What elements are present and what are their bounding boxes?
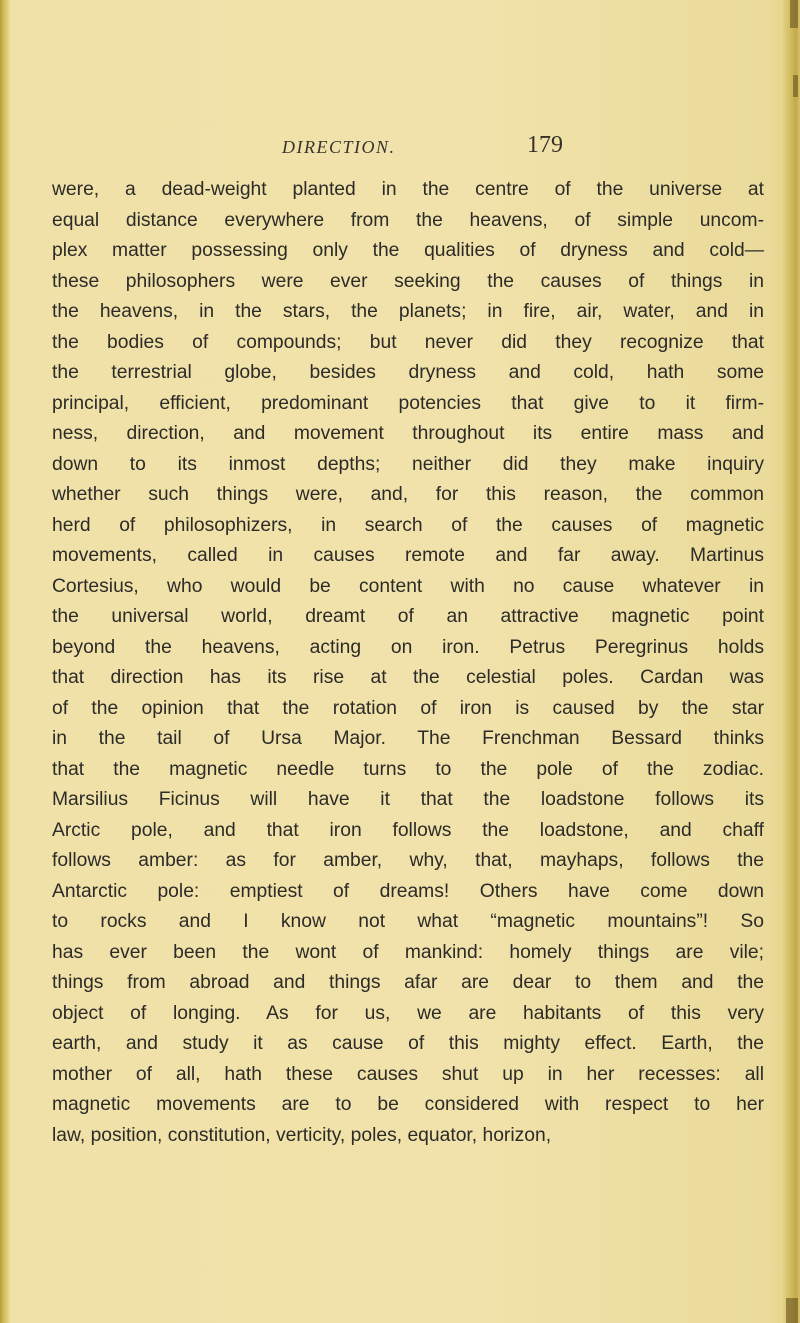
text-line: follows amber: as for amber, why, that, mayhaps, follows the: [52, 850, 764, 871]
text-line: things from abroad and things afar are dear to them and the: [52, 972, 764, 993]
text-line: down to its inmost depths; neither did they make inquiry: [52, 453, 764, 475]
text-line: the universal world, dreamt of an attractive magnetic point: [52, 606, 764, 627]
text-line: magnetic movements are to be considered with respect to her: [52, 1094, 764, 1115]
text-line: plex matter possessing only the qualities of dryness and cold—: [52, 240, 764, 261]
text-line: equal distance everywhere from the heavens, of simple uncom-: [52, 209, 764, 231]
text-line: Cortesius, who would be content with no cause whatever in: [52, 575, 764, 597]
text-line: the bodies of compounds; but never did they recognize that: [52, 331, 764, 353]
body-text: [52, 175, 764, 1146]
text-line: whether such things were, and, for this reason, the common: [52, 484, 764, 505]
text-line: principal, efficient, predominant potencies that give to it firm-: [52, 392, 764, 414]
text-line: Arctic pole, and that iron follows the loadstone, and chaff: [52, 819, 764, 841]
text-line: the heavens, in the stars, the planets; in fire, air, water, and in: [52, 301, 764, 322]
edge-mark: [790, 0, 798, 28]
text-line: Antarctic pole: emptiest of dreams! Others have come down: [52, 880, 764, 902]
text-line: were, a dead-weight planted in the centre of the universe at: [52, 179, 764, 200]
text-line: has ever been the wont of mankind: homely things are vile;: [52, 941, 764, 963]
text-line: beyond the heavens, acting on iron. Petrus Peregrinus holds: [52, 636, 764, 658]
page-header: [52, 128, 767, 168]
text-line: movements, called in causes remote and far away. Martinus: [52, 545, 764, 566]
edge-mark: [786, 1298, 798, 1323]
text-line: object of longing. As for us, we are habitants of this very: [52, 1002, 764, 1024]
text-line: in the tail of Ursa Major. The Frenchman Bessard thinks: [52, 728, 764, 749]
text-line: of the opinion that the rotation of iron is caused by the star: [52, 697, 764, 719]
running-head: DIRECTION.: [282, 137, 396, 157]
text-line: law, position, constitution, verticity, poles, equator, horizon,: [52, 1124, 552, 1146]
text-line: that direction has its rise at the celestial poles. Cardan was: [52, 667, 764, 688]
text-line: that the magnetic needle turns to the pole of the zodiac.: [52, 758, 764, 780]
text-line: Marsilius Ficinus will have it that the loadstone follows its: [52, 789, 764, 810]
text-line: to rocks and I know not what “magnetic mountains”! So: [52, 911, 764, 932]
text-line: herd of philosophizers, in search of the causes of magnetic: [52, 514, 764, 536]
page-number: 179: [527, 132, 563, 158]
text-line: these philosophers were ever seeking the causes of things in: [52, 270, 764, 292]
page-right-edge: [782, 0, 800, 1323]
edge-mark: [793, 75, 798, 97]
page-binding-edge: [0, 0, 10, 1323]
text-line: ness, direction, and movement throughout its entire mass and: [52, 423, 764, 444]
text-line: the terrestrial globe, besides dryness and cold, hath some: [52, 362, 764, 383]
text-line: mother of all, hath these causes shut up in her recesses: all: [52, 1063, 764, 1085]
text-line: earth, and study it as cause of this mighty effect. Earth, the: [52, 1033, 764, 1054]
